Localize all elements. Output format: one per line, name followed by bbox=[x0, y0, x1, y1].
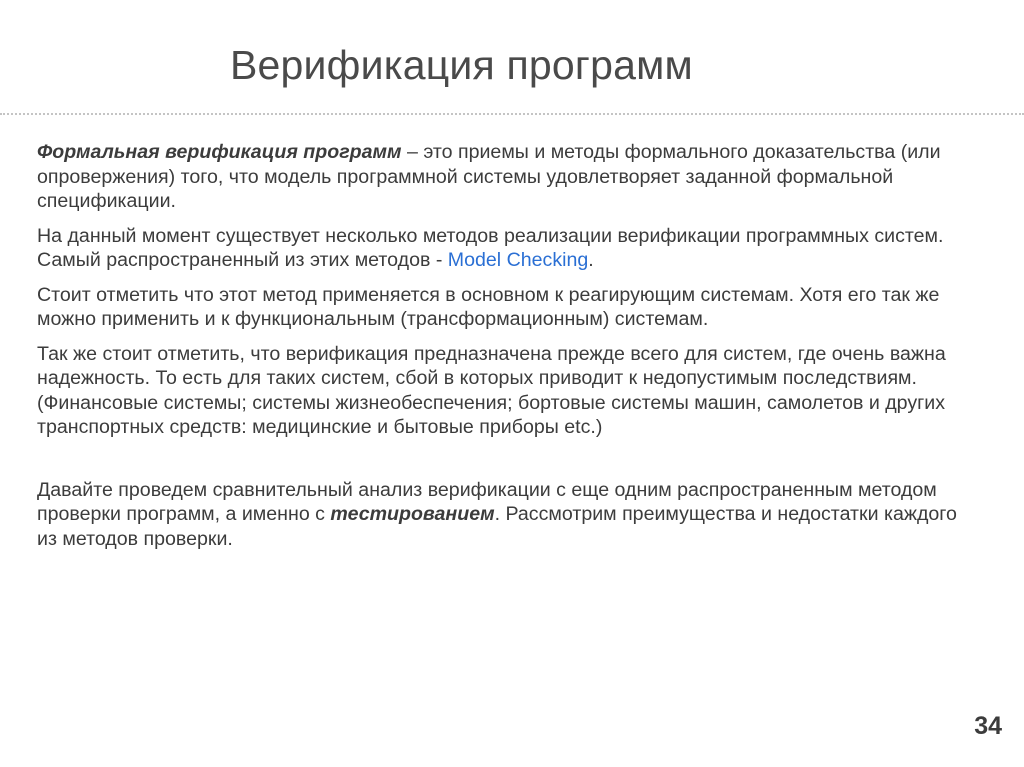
paragraph-comparison bbox=[37, 478, 982, 552]
paragraph-definition bbox=[37, 140, 982, 214]
title-divider bbox=[0, 113, 1024, 115]
definition-text: – это приемы и методы формального доказательства (или опровержения) того, что модель программной системы удовлетворяет заданной формальной спецификации. bbox=[37, 141, 941, 212]
methods-end: . bbox=[588, 249, 594, 271]
paragraph-reactive-systems bbox=[37, 283, 982, 332]
reliability-text: Так же стоит отметить, что верификация предназначена прежде всего для систем, где очень важна надежность. То есть для таких систем, сбой в которых приводит к недопустимым последствиям. (Финансовые системы; системы жизнеобеспечения; бортовые системы машин, самолетов и других транспортных средств: медицинские и бытовые приборы etc.) bbox=[37, 342, 946, 438]
model-checking-link[interactable]: Model Checking bbox=[447, 249, 589, 271]
testing-emphasis: тестированием bbox=[330, 503, 495, 525]
page-number: 34 bbox=[974, 712, 1002, 740]
reactive-systems-text: Стоит отметить что этот метод применяется в основном к реагирующим системам. Хотя его так же можно применить и к функциональным (трансформационным) системам. bbox=[37, 283, 940, 330]
slide-body bbox=[37, 140, 982, 561]
paragraph-methods bbox=[37, 224, 982, 273]
paragraph-reliability bbox=[37, 342, 982, 440]
slide-title: Верификация программ bbox=[230, 42, 693, 88]
methods-text: На данный момент существует несколько методов реализации верификации программных систем. Самый распространенный из этих методов - bbox=[37, 224, 944, 271]
comparison-text-after: . Рассмотрим преимущества и недостатки каждого из методов проверки. bbox=[37, 503, 957, 550]
definition-term: Формальная верификация программ bbox=[37, 141, 402, 163]
comparison-text-before: Давайте проведем сравнительный анализ верификации с еще одним распространенным методом проверки программ, а именно с bbox=[37, 478, 937, 525]
